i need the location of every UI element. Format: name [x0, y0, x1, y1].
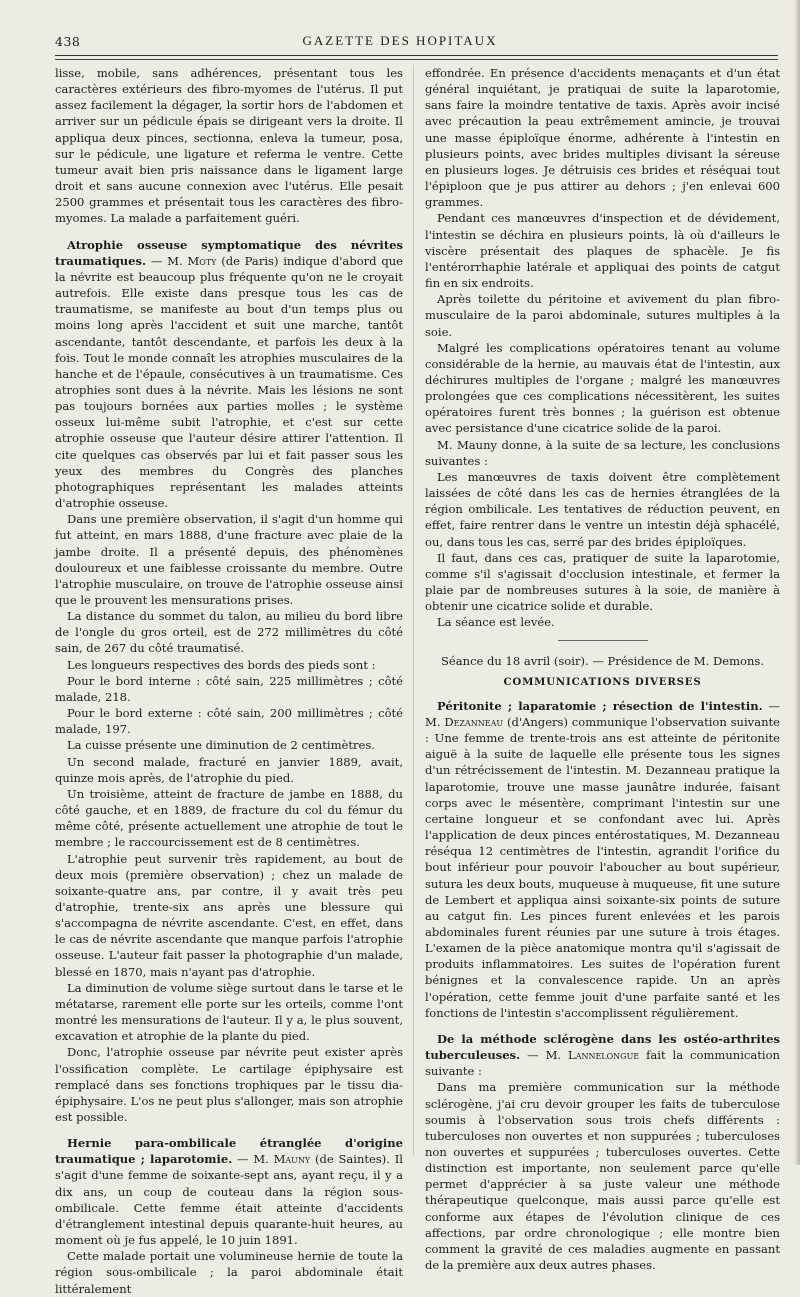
author: M. Lannelongue: [545, 1048, 640, 1063]
session-header: Séance du 18 avril (soir). — Présidence de M. Demons.: [441, 654, 764, 669]
section-title: Hernie para-ombilicale étranglée d'origine traumatique ; laparotomie.: [55, 1136, 403, 1167]
paragraph: Les manœuvres de taxis doivent être complètement laissées de côté dans les cas de hernies étranglées de la région ombilicale. Les tentatives de réduction peuvent, en effet, faire rentrer dans le ventre un intestin déjà sphacélé, ou, dans tous les cas, serré par des brides épiploïques.: [425, 469, 780, 549]
column-gutter: [413, 65, 414, 1155]
section-text: fait la communication suivante :: [425, 1048, 780, 1079]
paragraph: Pendant ces manœuvres d'inspection et de dévidement, l'intestin se déchira en plusieurs points, là où d'ailleurs le viscère présentait des plaques de sphacèle. Je fis l'entérorrhaphie latérale et appliquai des points de catgut fin en six endroits.: [425, 211, 780, 291]
paragraph: Les longueurs respectives des bords des pieds sont :: [67, 657, 376, 672]
section-title: De la méthode sclérogène dans les ostéo-arthrites tuberculeuses.: [425, 1031, 780, 1063]
paragraph: Cette malade portait une volumineuse hernie de toute la région sous-ombilicale ; la paroi abdominale était littéralement: [55, 1249, 403, 1296]
paragraph: Pour le bord externe : côté sain, 200 millimètres ; côté malade, 197.: [55, 706, 403, 737]
dash: —: [762, 698, 781, 713]
section-atrophie: [55, 237, 403, 512]
paragraph: Un troisième, atteint de fracture de jambe en 1888, du côté gauche, et en 1889, de fracture du col du fémur du même côté, présente actuellement une atrophie de tout le membre ; le raccourcissement est de 8 centimètres.: [55, 786, 403, 850]
paragraph: M. Mauny donne, à la suite de sa lecture, les conclusions suivantes :: [425, 437, 780, 468]
section-divider: [558, 640, 648, 641]
paragraph: La distance du sommet du talon, au milieu du bord libre de l'ongle du gros orteil, est de 272 millimètres du côté sain, de 267 du côté traumatisé.: [55, 609, 403, 656]
header-rule-thin: [55, 59, 778, 60]
paragraph: Pour le bord interne : côté sain, 225 millimètres ; côté malade, 218.: [55, 673, 403, 704]
paragraph: Malgré les complications opératoires tenant au volume considérable de la hernie, au mauvais état de l'intestin, aux déchirures multiples de l'organe ; malgré les manœuvres prolongées que ces complications nécessitèrent, les suites opératoires furent très bonnes ; la guérison est obtenue avec persistance d'une cicatrice solide de la paroi.: [425, 340, 780, 436]
spacer: [55, 227, 403, 237]
section-sclerogene: [425, 1031, 780, 1079]
section-text: (d'Angers) communique l'observation suivante : Une femme de trente-trois ans est atteinte de péritonite aiguë à la suite de laquelle elle présente tous les signes d'un rétrécissement de l'intestin. M. Dezanneau pratique la laparotomie, trouve une masse jaunâtre indurée, faisant corps avec le mésentère, comprimant l'intestin sur une certaine longueur et se confondant avec lui. Après l'application de deux pinces entérostatiques, M. Dezanneau réséqua 12 centimètres de l'intestin, agrandit l'orifice du bout inférieur pour pouvoir l'aboucher au bout supérieur, sutura les deux bouts, muqueuse à muqueuse, fit une suture de Lembert et appliqua ainsi soixante-six points de suture au catgut fin. Les pinces furent enlevées et les parois abdominales furent réunies par une suture à trois étages. L'examen de la pièce anatomique montra qu'il s'agissait de produits inflammatoires. Les suites de l'opération furent bénignes et la convalescence rapide. Un an après l'opération, cette femme jouit d'une parfaite santé et les fonctions de l'intestin s'accomplissent régulièrement.: [425, 714, 780, 1020]
paragraph: Donc, l'atrophie osseuse par névrite peut exister après l'ossification complète. Le cartilage épiphysaire est remplacé dans ses fonctions trophiques par le tissu dia-épiphysaire. L'os ne peut plus s'allonger, mais son atrophie est possible.: [55, 1045, 403, 1124]
page-number: 438: [55, 34, 81, 49]
author: M. Mauny: [253, 1152, 311, 1167]
section-text: (de Saintes). Il s'agit d'une femme de soixante-sept ans, ayant reçu, il y a dix ans, un coup de couteau dans la région sous-ombilicale. Cette femme était atteinte d'accidents d'étranglement intestinal depuis quarante-huit heures, au moment où je fus appelé, le 10 juin 1891.: [55, 1152, 403, 1248]
section-title: Péritonite ; laparatomie ; résection de l'intestin.: [437, 698, 763, 713]
dash: —: [520, 1048, 546, 1063]
page-edge-shadow: [794, 0, 800, 1165]
paragraph: La séance est levée.: [437, 615, 555, 630]
running-title: GAZETTE DES HOPITAUX: [302, 33, 498, 48]
paragraph: La diminution de volume siège surtout dans le tarse et le métatarse, rarement elle porte sur les orteils, comme l'ont montré les mensurations de l'auteur. Il y a, le plus souvent, excavation et atrophie de la plante du pied.: [55, 980, 403, 1044]
dash: —: [232, 1152, 254, 1167]
section-text: (de Paris) indique d'abord que la névrite est beaucoup plus fréquente qu'on ne le croyait autrefois. Elle existe dans presque tous les cas de traumatisme, se manifeste au bout d'un temps plus ou moins long après l'accident et suit une marche, tantôt ascendante, tantôt descendante, et parfois les deux à la fois. Tout le monde connaît les atrophies musculaires de la hanche et de l'épaule, consécutives à un traumatisme. Ces atrophies sont dues à la névrite. Mais les lésions ne sont pas toujours bornées aux parties molles ; le système osseux lui-même subit l'atrophie, et c'est sur cette atrophie osseuse que l'auteur désire attirer l'attention. Il cite quelques cas observés par lui et fait passer sous les yeux des membres du Congrès des planches photographiques représentant les malades atteints d'atrophie osseuse.: [55, 253, 404, 511]
paragraph: La cuisse présente une diminution de 2 centimètres.: [67, 738, 375, 753]
paragraph: Un second malade, fracturé en janvier 1889, avait, quinze mois après, de l'atrophie du pied.: [55, 754, 403, 785]
paragraph: Dans une première observation, il s'agit d'un homme qui fut atteint, en mars 1888, d'une fracture avec plaie de la jambe droite. Il a présenté depuis, des phénomènes douloureux et une faiblesse croissante du membre. Outre l'atrophie musculaire, on trouve de l'atrophie osseuse ainsi que le prouvent les mensurations prises.: [55, 512, 403, 607]
author: M. Moty: [167, 253, 217, 268]
right-column: [425, 65, 781, 1273]
section-peritonite: [425, 698, 780, 1021]
author: M. Dezanneau: [425, 714, 504, 729]
paragraph: L'atrophie peut survenir très rapidement, au bout de deux mois (première observation) ; chez un malade de soixante-quatre ans, par contre, il y avait très peu d'atrophie, trente-six ans après une blessure qui s'accompagna de névrite ascendante. C'est, en effet, dans le cas de névrite ascendante que manque parfois l'atrophie osseuse. L'auteur fait passer la photographie d'un malade, blessé en 1870, mais n'ayant pas d'atrophie.: [55, 851, 403, 979]
dash: —: [146, 253, 168, 268]
paragraph: lisse, mobile, sans adhérences, présentant tous les caractères extérieurs des fibro-myomes de l'utérus. Il put assez facilement la dégager, la sortir hors de l'abdomen et arriver sur un pédicule épais se dirigeant vers la droite. Il appliqua deux pinces, sectionna, enleva la tumeur, posa, sur le pédicule, une ligature et referma le ventre. Cette tumeur avait bien pris naissance dans le ligament large droit et sans aucune connexion avec l'utérus. Elle pesait 2500 grammes et présentait tous les caractères des fibro-myomes. La malade a parfaitement guéri.: [55, 66, 403, 226]
spacer: [425, 1021, 780, 1031]
paragraph: Il faut, dans ces cas, pratiquer de suite la laparotomie, comme s'il s'agissait d'occlusion intestinale, et fermer la plaie par de nombreuses sutures à la soie, de manière à obtenir une cicatrice solide et durable.: [425, 550, 780, 614]
left-column: [55, 65, 404, 1296]
communications-heading: COMMUNICATIONS DIVERSES: [503, 675, 702, 688]
paragraph: Dans ma première communication sur la méthode sclérogène, j'ai cru devoir grouper les faits de tuberculose soumis à l'observation sous trois chefs différents : tuberculoses non ouvertes et non suppurées ; tuberculoses non ouvertes et suppurées ; tuberculoses ouvertes. Cette distinction est importante, non seulement parce qu'elle permet d'apprécier à sa juste valeur une méthode thérapeutique quelconque, mais aussi parce qu'elle est conforme aux étapes de l'évolution clinique de ces affections, par ordre chronologique ; elle montre bien comment la gravité de ces maladies augmente en passant de la première aux deux autres phases.: [425, 1080, 780, 1273]
section-title: Atrophie osseuse symptomatique des névrites traumatiques.: [55, 237, 403, 268]
paragraph: effondrée. En présence d'accidents menaçants et d'un état général inquiétant, je pratiquai de suite la laparotomie, sans faire la moindre tentative de taxis. Après avoir incisé avec précaution la peau extrêmement amincie, je trouvai une masse épiploïque énorme, adhérente à l'intestin en plusieurs points, avec brides multiples divisant la séreuse en plusieurs loges. Je détruisis ces brides et réséquai tout l'épiploon que je pus attirer au dehors ; j'en enlevai 600 grammes.: [425, 66, 780, 210]
paragraph: Après toilette du péritoine et avivement du plan fibro-musculaire de la paroi abdominale, sutures multiples à la soie.: [425, 292, 780, 339]
header-rule-thick: [55, 55, 778, 56]
section-hernie: [55, 1135, 403, 1248]
spacer: [55, 1125, 403, 1135]
